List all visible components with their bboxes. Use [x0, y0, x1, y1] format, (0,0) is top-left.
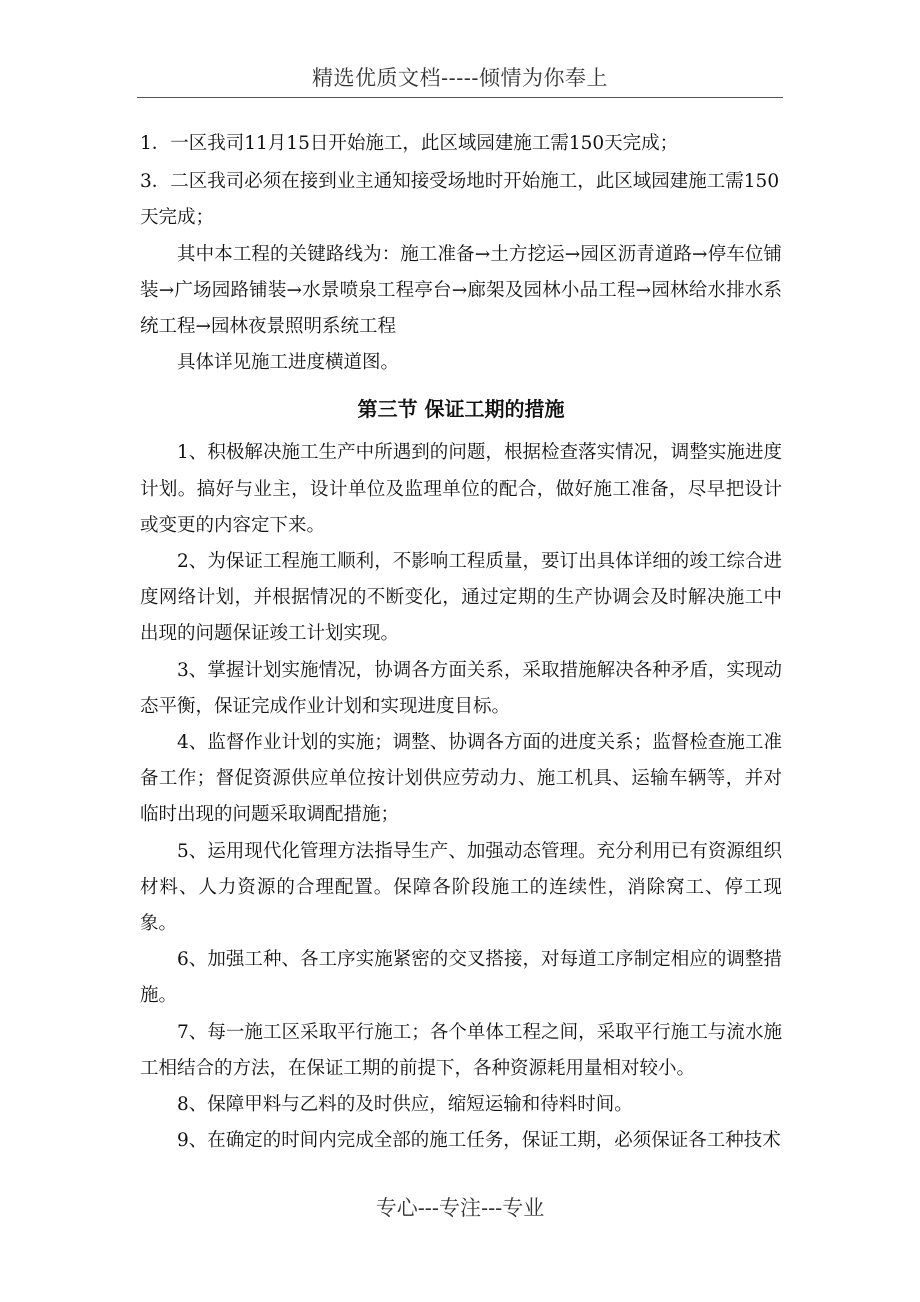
measure-paragraph-5: 5、运用现代化管理方法指导生产、加强动态管理。充分利用已有资源组织材料、人力资源的合理配置。保障各阶段施工的连续性，消除窝工、停工现象。: [140, 840, 782, 935]
critical-path-paragraph: 其中本工程的关键路线为：施工准备→土方挖运→园区沥青道路→停车位铺装→广场园路铺装→水景喷泉工程亭台→廊架及园林小品工程→园林给水排水系统工程→园林夜景照明系统工程: [140, 243, 782, 338]
document-body: [140, 126, 782, 1159]
page-header: 精选优质文档-----倾情为你奉上: [312, 66, 608, 90]
measure-paragraph-9: 9、在确定的时间内完成全部的施工任务，保证工期，必须保证各工种技术: [177, 1130, 781, 1152]
measure-paragraph-7: 7、每一施工区采取平行施工；各个单体工程之间，采取平行施工与流水施工相结合的方法，在保证工期的前提下，各种资源耗用量相对较小。: [140, 1021, 782, 1079]
section-heading: 第三节 保证工期的措施: [357, 397, 565, 422]
measure-paragraph-6: 6、加强工种、各工序实施紧密的交叉搭接，对每道工序制定相应的调整措施。: [140, 949, 782, 1007]
schedule-item-zone-1: 1．一区我司11月15日开始施工，此区域园建施工需150天完成；: [140, 133, 679, 154]
measure-paragraph-8: 8、保障甲料与乙料的及时供应，缩短运输和待料时间。: [177, 1094, 633, 1116]
measure-paragraph-4: 4、监督作业计划的实施；调整、协调各方面的进度关系；监督检查施工准备工作；督促资源供应单位按计划供应劳动力、施工机具、运输车辆等，并对临时出现的问题采取调配措施；: [140, 732, 782, 826]
measure-paragraph-3: 3、掌握计划实施情况，协调各方面关系，采取措施解决各种矛盾，实现动态平衡，保证完成作业计划和实现进度目标。: [140, 659, 782, 717]
detail-note: 具体详见施工进度横道图。: [177, 352, 400, 374]
schedule-item-zone-2: 3．二区我司必须在接到业主通知接受场地时开始施工，此区域园建施工需150天完成；: [140, 171, 780, 229]
measure-paragraph-2: 2、为保证工程施工顺利，不影响工程质量，要订出具体详细的竣工综合进度网络计划，并根据情况的不断变化，通过定期的生产协调会及时解决施工中出现的问题保证竣工计划实现。: [140, 551, 782, 645]
page-footer: 专心---专注---专业: [375, 1196, 545, 1220]
header-divider: [137, 97, 783, 98]
measure-paragraph-1: 1、积极解决施工生产中所遇到的问题，根据检查落实情况，调整实施进度计划。搞好与业主，设计单位及监理单位的配合，做好施工准备，尽早把设计或变更的内容定下来。: [140, 442, 782, 536]
